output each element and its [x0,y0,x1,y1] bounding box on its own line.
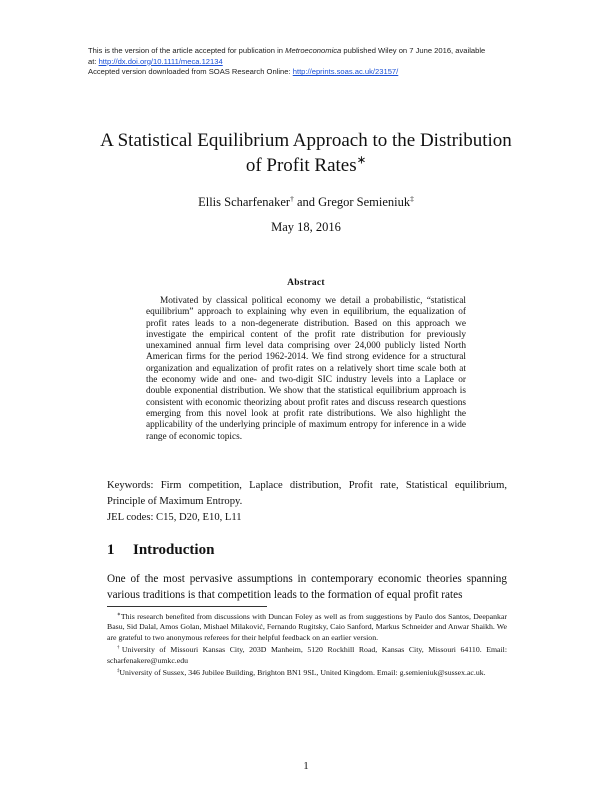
journal-name: Metroeconomica [285,46,342,55]
footnote-mark: † [117,645,122,651]
author-2-mark: ‡ [410,193,414,203]
footnote-rule [107,606,267,607]
paper-title [90,128,522,178]
section-number: 1 [107,542,115,558]
soas-link[interactable]: http://eprints.soas.ac.uk/23157/ [292,67,399,77]
paper-date: May 18, 2016 [271,220,341,234]
abstract-body: Motivated by classical political economy we detail a probabilistic, “statistical equilibrium” approach to explaining why even in equilibrium, the equalization of profit rates leads to a non-degenerate distribution. Based on this approach we investigate the empirical content of the profit rate distribution for previously unexamined annual firm level data comprising over 24,000 publicly listed North American firms for the period 1962-2014. We find strong evidence for a structural organization and equalization of profit rates on a relatively short time scale both at the economy wide and one- and two-digit SIC industry levels into a Laplace or double exponential distribution. We show that the statistical equilibrium approach is consistent with economic theorizing about profit rates and discuss research questions emerging from this novel look at profit rate distributions. We also highlight the applicability of the underlying principle of maximum entropy for inference in a wide range of economic topics. [146,296,466,442]
footnote-mark: ∗ [117,612,121,618]
footnote-mark: ‡ [117,668,120,674]
author-1-mark: † [290,193,294,203]
intro-paragraph: One of the most pervasive assumptions in contemporary economic theories spanning various traditions is that competition leads to the formation of equal profit rates [107,573,507,601]
footnote [107,645,507,666]
author-2: Gregor Semieniuk [318,195,411,209]
keywords-label: Keywords: [107,480,154,491]
author-1: Ellis Scharfenaker [198,195,291,209]
notice-line1-prefix: This is the version of the article accepted for publication in [88,46,284,55]
page-number: 1 [303,760,309,772]
author-conjunction: and [296,195,316,209]
title-line1: A Statistical Equilibrium Approach to the Distribution [100,130,512,151]
section-title: Introduction [133,542,215,558]
authors [90,195,522,210]
jel-label: JEL codes: [107,512,154,523]
footnote-text: University of Sussex, 346 Jubilee Building, Brighton BN1 9SL, United Kingdom. Email: g.semieniuk@sussex.ac.uk. [119,668,486,678]
footnote [107,612,507,643]
title-footnote-mark: ∗ [356,154,367,167]
keywords [107,478,507,510]
notice-line1-suffix: published Wiley on 7 June 2016, available [343,46,486,55]
title-line2: of Profit Rates [245,155,357,176]
section-heading [107,542,214,559]
doi-link[interactable]: http://dx.doi.org/10.1111/meca.12134 [98,56,223,66]
publication-notice [88,46,528,78]
keywords-text: Firm competition, Laplace distribution, Profit rate, Statistical equilibrium, Principle of Maximum Entropy. [107,480,507,507]
notice-line2-prefix: at: [88,56,97,66]
footnote-text: This research benefited from discussions with Duncan Foley as well as from suggestions by Paulo dos Santos, Deepankar Basu, Sid Dalal, Amos Golan, Mishael Milaković, Fernando Rugitsky, Caio Sanford, Markus Schneider and Anwar Shaikh. We are grateful to two anonymous referees for their helpful feedback on an earlier version. [107,612,507,642]
jel-codes [107,512,507,523]
notice-line3-prefix: Accepted version downloaded from SOAS Research Online: [88,67,291,77]
footnotes [107,612,507,680]
footnote [107,668,507,678]
jel-text: C15, D20, E10, L11 [156,512,242,523]
abstract-heading: Abstract [287,278,325,288]
footnote-text: University of Missouri Kansas City, 203D Manheim, 5120 Rockhill Road, Kansas City, Missouri 64110. Email: scharfenakere@umkc.edu [107,645,507,665]
